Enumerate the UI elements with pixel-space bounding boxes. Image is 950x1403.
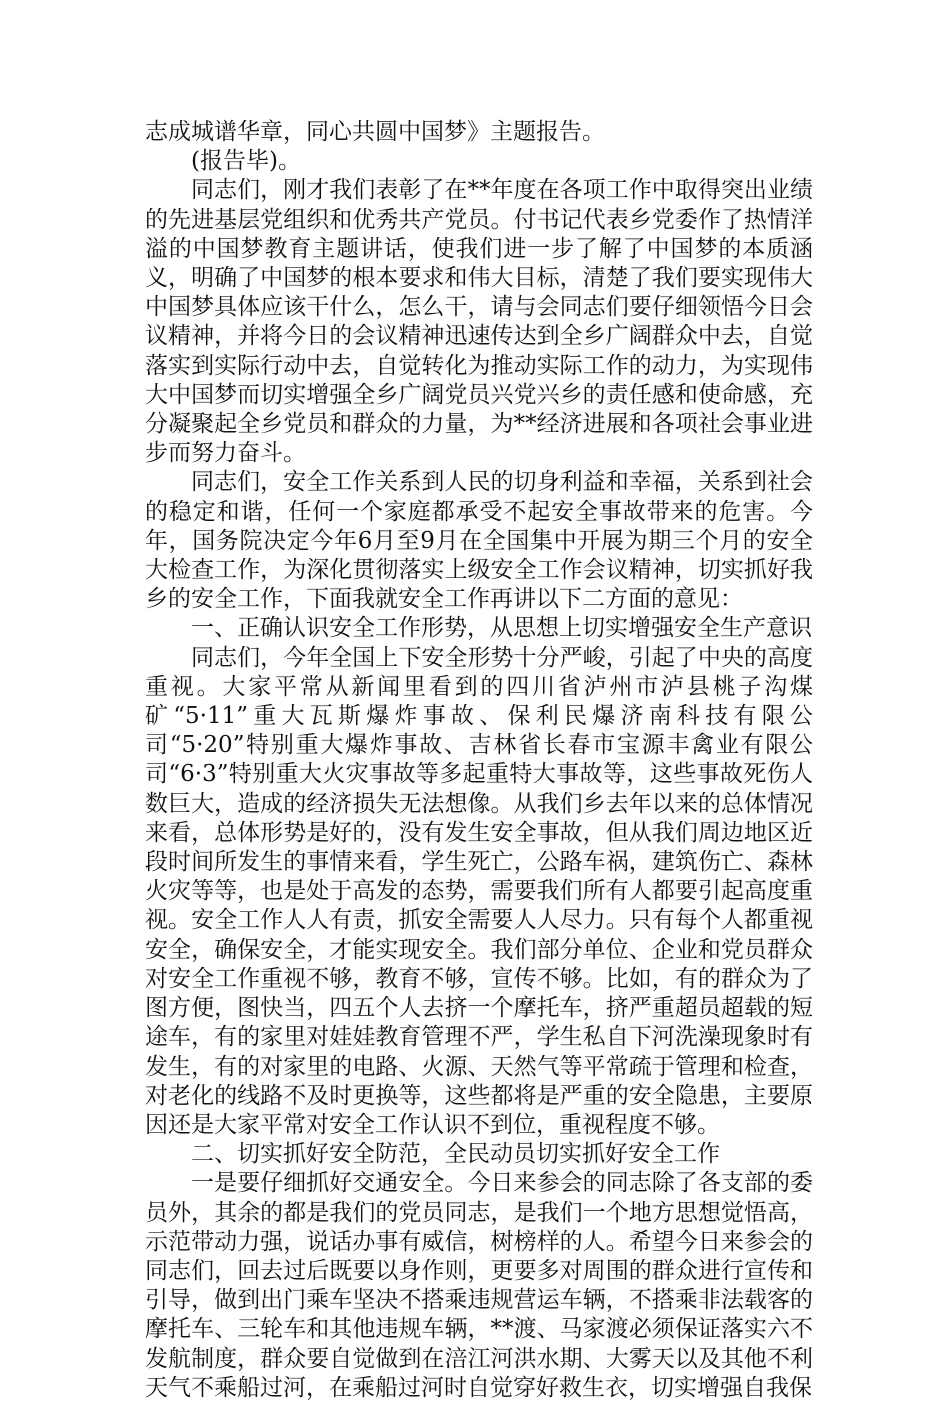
paragraph-safety-intro: 同志们，安全工作关系到人民的切身利益和幸福，关系到社会的稳定和谐，任何一个家庭都承受不起安全事故带来的危害。今年，国务院决定今年6月至9月在全国集中开展为期三个月的安全大检查工作，为深化贯彻落实上级安全工作会议精神，切实抓好我乡的安全工作，下面我就安全工作再讲以下二方面的意见： bbox=[145, 469, 813, 613]
paragraph-traffic-safety: 一是要仔细抓好交通安全。今日来参会的同志除了各支部的委员外，其余的都是我们的党员同志，是我们一个地方思想觉悟高，示范带动力强，说话办事有威信，树榜样的人。希望今日来参会的同志们，回去过后既要以身作则，更要多对周围的群众进行宣传和引导，做到出门乘车坚决不搭乘违规营运车辆，不搭乘非法载客的摩托车、三轮车和其他违规车辆，**渡、马家渡必须保证落实六不发航制度，群众要自觉做到在涪江河洪水期、大雾天以及其他不利天气不乘船过河，在乘船过河时自觉穿好救生衣，切实增强自我保 bbox=[145, 1170, 813, 1401]
document-body bbox=[145, 118, 813, 1403]
section-heading-1: 一、正确认识安全工作形势，从思想上切实增强安全生产意识 bbox=[191, 615, 812, 642]
paragraph-safety-situation: 同志们，今年全国上下安全形势十分严峻，引起了中央的高度重视。大家平常从新闻里看到的四川省泸州市泸县桃子沟煤矿“5·11”重大瓦斯爆炸事故、保利民爆济南科技有限公司“5·20”特别重大爆炸事故、吉林省长春市宝源丰禽业有限公司“6·3”特别重大火灾事故等多起重特大事故等，这些事故死伤人数巨大，造成的经济损失无法想像。从我们乡去年以来的总体情况来看，总体形势是好的，没有发生安全事故，但从我们周边地区近段时间所发生的事情来看，学生死亡，公路车祸，建筑伤亡、森林火灾等等，也是处于高发的态势，需要我们所有人都要引起高度重视。安全工作人人有责，抓安全需要人人尽力。只有每个人都重视安全，确保安全，才能实现安全。我们部分单位、企业和党员群众对安全工作重视不够，教育不够，宣传不够。比如，有的群众为了图方便，图快当，四五个人去挤一个摩托车，挤严重超员超载的短途车，有的家里对娃娃教育管理不严，学生私自下河洗澡现象时有发生，有的对家里的电路、火源、天然气等平常疏于管理和检查，对老化的线路不及时更换等，这些都将是严重的安全隐患，主要原因还是大家平常对安全工作认识不到位，重视程度不够。 bbox=[145, 644, 813, 1138]
paragraph-report-end: (报告毕)。 bbox=[191, 148, 301, 175]
paragraph-commendation: 同志们，刚才我们表彰了在**年度在各项工作中取得突出业绩的先进基层党组织和优秀共产党员。付书记代表乡党委作了热情洋溢的中国梦教育主题讲话，使我们进一步了解了中国梦的本质涵义，明确了中国梦的根本要求和伟大目标，清楚了我们要实现伟大中国梦具体应该干什么，怎么干，请与会同志们要仔细领悟今日会议精神，并将今日的会议精神迅速传达到全乡广阔群众中去，自觉落实到实际行动中去，自觉转化为推动实际工作的动力，为实现伟大中国梦而切实增强全乡广阔党员兴党兴乡的责任感和使命感，充分凝聚起全乡党员和群众的力量，为**经济进展和各项社会事业进步而努力奋斗。 bbox=[145, 177, 813, 467]
section-heading-2: 二、切实抓好安全防范，全民动员切实抓好安全工作 bbox=[191, 1141, 720, 1168]
paragraph-report-title-end: 志成城谱华章，同心共圆中国梦》主题报告。 bbox=[145, 119, 605, 145]
